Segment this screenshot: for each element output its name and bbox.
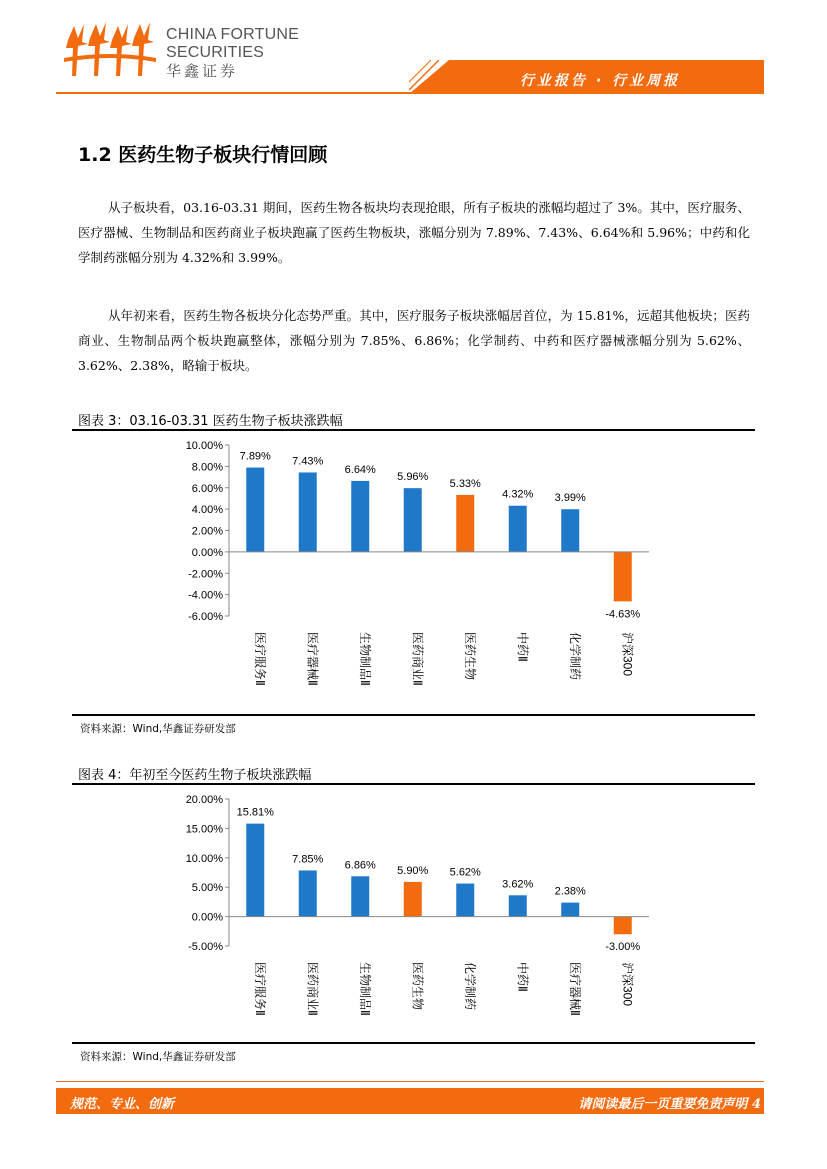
company-name-cn: 华鑫证券: [166, 63, 239, 80]
y-tick-label: 8.00%: [191, 461, 223, 474]
category-label: 医疗服务Ⅱ: [253, 962, 268, 1016]
bar: [351, 876, 369, 916]
bar: [456, 495, 474, 552]
y-tick-label: -4.00%: [188, 589, 223, 602]
bar: [404, 488, 422, 552]
y-tick-label: 4.00%: [191, 504, 223, 517]
category-label: 化学制药: [568, 632, 583, 681]
bar-value-label: 3.99%: [554, 492, 586, 505]
bar-value-label: 6.64%: [344, 463, 376, 476]
bar: [246, 468, 264, 552]
company-logo-icon: [64, 18, 156, 82]
figure-4-top-rule: [72, 783, 755, 785]
y-tick-label: 0.00%: [191, 911, 223, 924]
y-tick-label: -2.00%: [188, 568, 223, 581]
bar-value-label: 5.33%: [449, 477, 481, 490]
category-label: 医药生物: [410, 962, 425, 1011]
footer-slogan: 规范、专业、创新: [70, 1097, 175, 1112]
figure-4-source: 资料来源：Wind,华鑫证券研发部: [80, 1051, 236, 1063]
bar-value-label: -3.00%: [605, 941, 641, 954]
bar: [299, 472, 317, 551]
bar: [351, 481, 369, 552]
y-tick-label: 5.00%: [191, 882, 223, 895]
bar-value-label: -4.63%: [605, 608, 641, 621]
y-tick-label: 15.00%: [185, 823, 223, 836]
category-label: 医药商业Ⅱ: [305, 962, 320, 1016]
bar: [299, 870, 317, 916]
bar-value-label: 7.43%: [292, 455, 324, 468]
footer-divider: [56, 1081, 764, 1082]
y-tick-label: -5.00%: [188, 941, 223, 953]
bar-value-label: 5.90%: [397, 864, 429, 877]
bar-value-label: 7.89%: [239, 450, 271, 463]
company-name: [166, 26, 299, 82]
figure-3-chart: [72, 432, 755, 712]
bar: [614, 917, 632, 935]
bar: [246, 824, 264, 917]
bar: [509, 506, 527, 552]
footer-disclaimer-note: 请阅读最后一页重要免责声明 4: [578, 1097, 761, 1112]
section-title: 1.2 医药生物子板块行情回顾: [78, 144, 328, 166]
figure-3-top-rule: [72, 429, 755, 431]
figure-4-bottom-rule: [72, 1042, 755, 1044]
bar-value-label: 7.85%: [292, 853, 324, 866]
category-label: 沪深300: [620, 632, 635, 677]
category-label: 医疗器械Ⅱ: [568, 962, 583, 1016]
figure-3-title: 图表 3：03.16-03.31 医药生物子板块涨跌幅: [78, 414, 343, 429]
y-tick-label: 10.00%: [185, 852, 223, 865]
bar: [614, 552, 632, 601]
bar-value-label: 3.62%: [502, 878, 534, 891]
figure-4-chart: [72, 786, 755, 1040]
figure-3-bottom-rule: [72, 714, 755, 716]
company-name-en-line1: CHINA FORTUNE: [166, 26, 299, 43]
y-tick-label: 20.00%: [185, 794, 223, 806]
paragraph-period-review: 从子板块看，03.16-03.31 期间，医药生物各板块均表现抢眼，所有子板块的涨幅均超过了 3%。其中，医疗服务、医疗器械、生物制品和医药商业子板块跑赢了医药生物板块，涨幅分别为 7.89%、7.43%、6.64%和 5.96%；中药和化学制药涨幅分别为 4.32%和 3.99%。: [78, 200, 750, 265]
figure-3-source: 资料来源：Wind,华鑫证券研发部: [80, 723, 236, 735]
bar: [561, 903, 579, 917]
bar: [404, 882, 422, 917]
y-tick-label: 0.00%: [191, 546, 223, 559]
bar-value-label: 4.32%: [502, 488, 534, 501]
report-type-label: 行业报告 · 行业周报: [520, 73, 681, 89]
company-name-en-line2: SECURITIES: [166, 44, 265, 61]
bar: [509, 895, 527, 916]
category-label: 中药Ⅱ: [515, 962, 530, 992]
bar-value-label: 6.86%: [344, 859, 376, 872]
category-label: 化学制药: [463, 962, 478, 1011]
paragraph-ytd-review: 从年初来看，医药生物各板块分化态势严重。其中，医疗服务子板块涨幅居首位，为 15.81%，远超其他板块；医药商业、生物制品两个板块跑赢整体，涨幅分别为 7.85%、6.86%；化学制药、中药和医疗器械涨幅分别为 5.62%、3.62%、2.38%，略输于板块。: [78, 308, 750, 373]
y-tick-label: 10.00%: [185, 440, 223, 452]
bar: [456, 884, 474, 917]
bar-value-label: 5.62%: [449, 866, 481, 879]
bar: [561, 509, 579, 552]
y-tick-label: 2.00%: [191, 525, 223, 538]
category-label: 中药Ⅱ: [515, 632, 530, 662]
category-label: 生物制品Ⅱ: [358, 632, 373, 686]
category-label: 沪深300: [620, 962, 635, 1007]
figure-4-title: 图表 4：年初至今医药生物子板块涨跌幅: [78, 768, 312, 783]
category-label: 医疗服务Ⅱ: [253, 632, 268, 686]
category-label: 医药商业Ⅱ: [410, 632, 425, 686]
bar-value-label: 2.38%: [554, 885, 586, 898]
header-divider: [56, 92, 764, 94]
category-label: 生物制品Ⅱ: [358, 962, 373, 1016]
bar-value-label: 5.96%: [397, 471, 429, 484]
y-tick-label: 6.00%: [191, 482, 223, 495]
category-label: 医药生物: [463, 632, 478, 681]
category-label: 医疗器械Ⅱ: [305, 632, 320, 686]
y-tick-label: -6.00%: [188, 611, 223, 623]
bar-value-label: 15.81%: [236, 806, 274, 819]
